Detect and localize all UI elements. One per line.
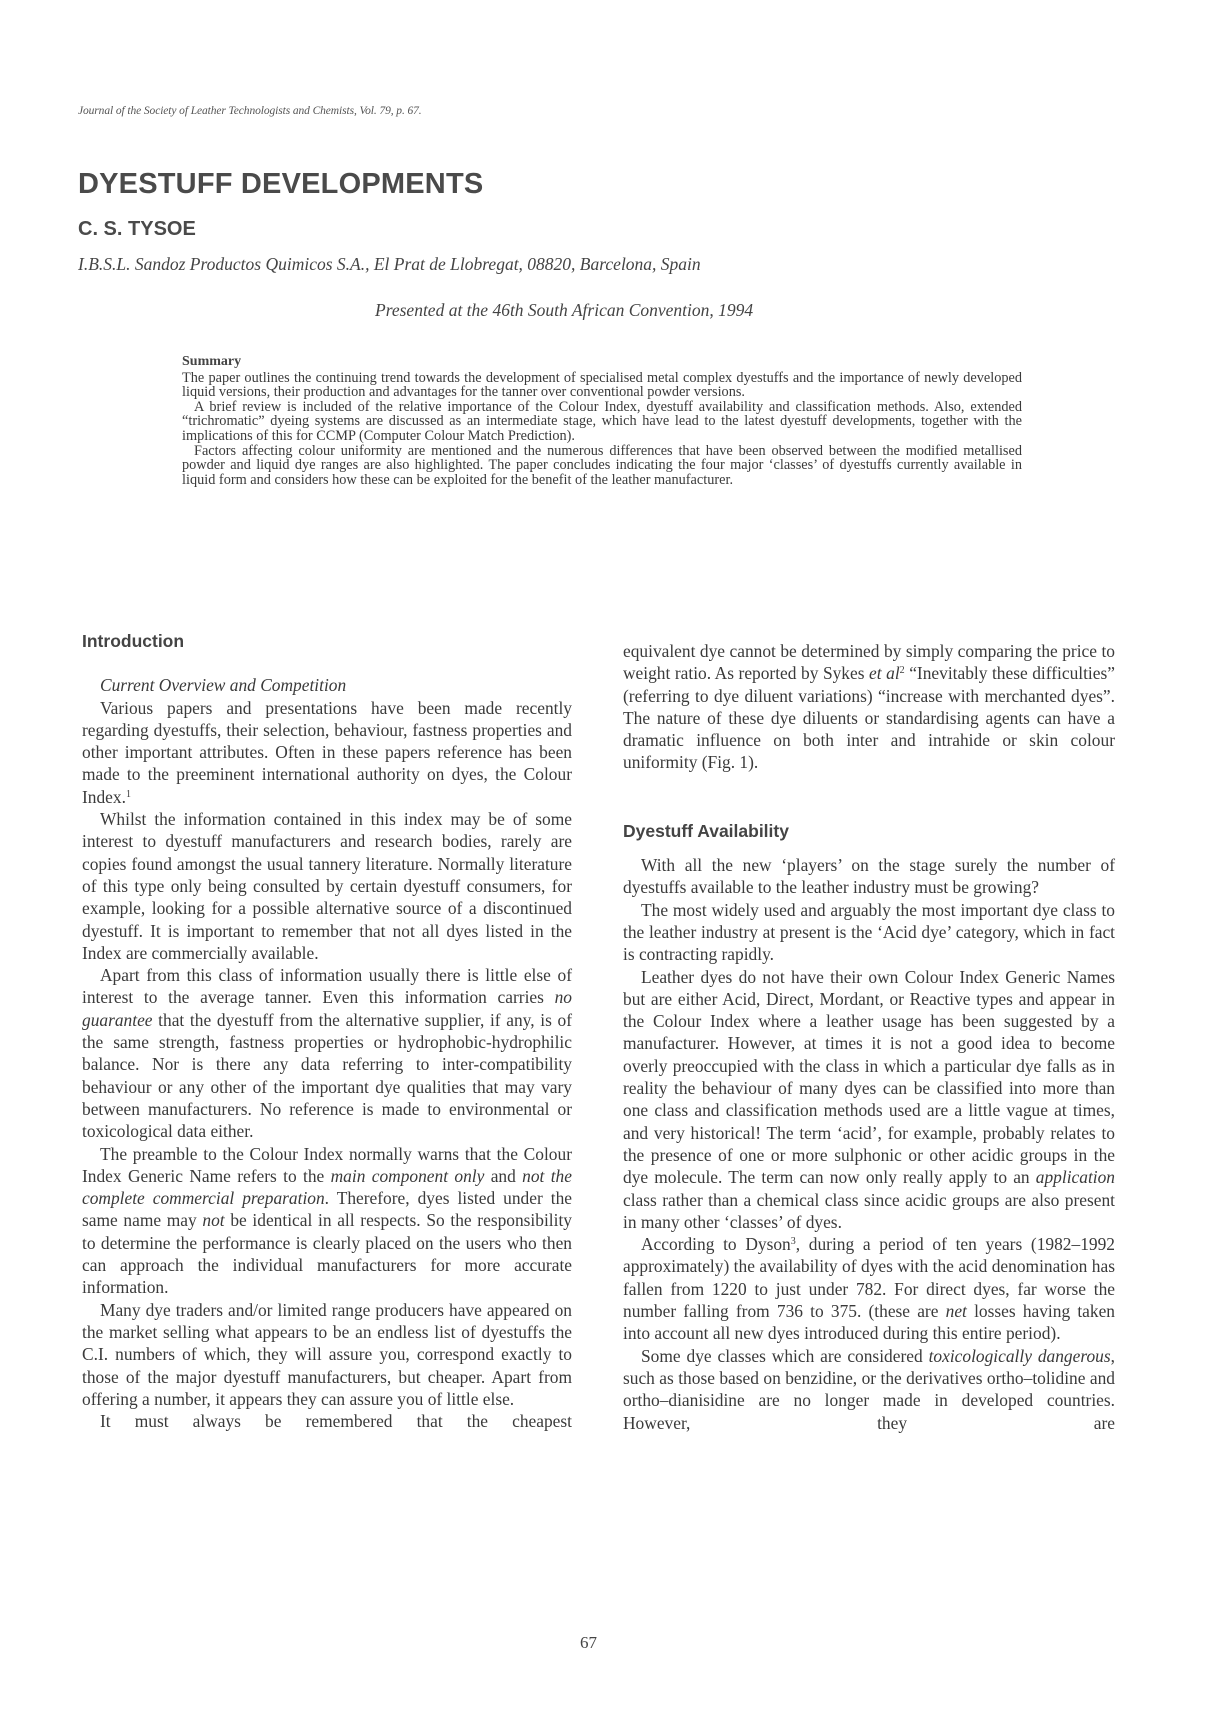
body-paragraph: With all the new ‘players’ on the stage surely the number of dyestuffs available to the leather industry must be growing? [623, 855, 1115, 898]
journal-citation: Journal of the Society of Leather Technologists and Chemists, Vol. 79, p. 67. [78, 105, 422, 117]
article-title: DYESTUFF DEVELOPMENTS [78, 168, 484, 200]
body-paragraph: It must always be remembered that the cheapest [100, 1411, 572, 1432]
reference-marker: 1 [125, 788, 131, 800]
article-author: C. S. TYSOE [78, 218, 196, 240]
right-column [623, 640, 1115, 1434]
body-paragraph: According to Dyson$^3$, during a period of ten years (1982–1992 approximately) the availability of dyes with the acid denomination has fallen from 1220 to just under 782. For direct dyes, far worse the number falling from 736 to 375. (these are net losses having taken into account all new dyes introduced during this entire period). [623, 1234, 1115, 1344]
body-paragraph: Some dye classes which are considered toxicologically dangerous, such as those based on benzidine, or the derivatives ortho–tolidine and ortho–dianisidine are no longer made in developed countries. However, they are [623, 1345, 1115, 1433]
reference-marker: 3 [790, 1236, 796, 1248]
body-paragraph: Whilst the information contained in this index may be of some interest to dyestuff manufacturers and research bodies, rarely are copies found amongst the usual tannery literature. Normally literature of this type only being consulted by certain dyestuff consumers, for example, looking for a possible alternative source of a discontinued dyestuff. It is important to remember that not all dyes listed in the Index are commercially available. [82, 809, 572, 963]
summary-section [182, 355, 1022, 487]
subsection-heading: Current Overview and Competition [100, 675, 347, 696]
summary-paragraph: Factors affecting colour uniformity are mentioned and the numerous differences that have been observed between the modified metallised powder and liquid dye ranges are also highlighted. The paper concludes indicating the four major ‘classes’ of dyestuffs currently available in liquid form and considers how these can be exploited for the benefit of the leather manufacturer. [182, 442, 1022, 488]
presented-note: Presented at the 46th South African Convention, 1994 [375, 300, 754, 320]
body-paragraph: The preamble to the Colour Index normally warns that the Colour Index Generic Name refers to the main component only and not the complete commercial preparation. Therefore, dyes listed under the same name may not be identical in all respects. So the responsibility to determine the performance is clearly placed on the users who then can approach the individual manufacturers for more accurate information. [82, 1143, 573, 1298]
reference-marker: 2 [899, 665, 905, 677]
introduction-heading: Introduction [82, 631, 185, 651]
body-paragraph: The most widely used and arguably the most important dye class to the leather industry at present is the ‘Acid dye’ category, which in fact is contracting rapidly. [623, 899, 1115, 965]
availability-heading: Dyestuff Availability [623, 820, 789, 841]
summary-heading: Summary [182, 354, 242, 369]
page-number: 67 [580, 1633, 597, 1652]
body-paragraph: Various papers and presentations have been made recently regarding dyestuffs, their selection, behaviour, fastness properties and other important attributes. Often in these papers reference has been made to the preeminent international authority on dyes, the Colour Index.$^1$ [82, 697, 572, 807]
author-affiliation: I.B.S.L. Sandoz Productos Quimicos S.A., El Prat de Llobregat, 08820, Barcelona, Spain [78, 254, 701, 274]
summary-paragraph: A brief review is included of the relative importance of the Colour Index, dyestuff availability and classification methods. Also, extended “trichromatic” dyeing systems are discussed as an intermediate stage, which have lead to the latest dyestuff developments, together with the implications of this for CCMP (Computer Colour Match Prediction). [182, 398, 1022, 444]
left-column [82, 630, 572, 1432]
body-paragraph: Leather dyes do not have their own Colour Index Generic Names but are either Acid, Direct, Mordant, or Reactive types and appear in the Colour Index where a leather usage has been suggested by a manufacturer. However, at times it is not a good idea to become overly preoccupied with the class in which a particular dye falls as in reality the behaviour of many dyes can be classified into more than one class and classification methods used are a little vague at times, and very historical! The term ‘acid’, for example, probably relates to the presence of one or more sulphonic or other acidic groups in the dye molecule. The term can now only really apply to an application class rather than a chemical class since acidic groups are also present in many other ‘classes’ of dyes. [623, 966, 1115, 1232]
body-paragraph: equivalent dye cannot be determined by simply comparing the price to weight ratio. As reported by Sykes et $al^2$ “Inevitably these difficulties” (referring to dye diluent variations) “increase with merchanted dyes”. The nature of these dye diluents or standardising agents can have a dramatic influence on both inter and intrahide or skin colour uniformity (Fig. 1). [623, 641, 1115, 773]
summary-paragraph: The paper outlines the continuing trend towards the development of specialised metal complex dyestuffs and the importance of newly developed liquid versions, their production and advantages for the tanner over conventional powder versions. [182, 369, 1022, 401]
body-paragraph: Many dye traders and/or limited range producers have appeared on the market selling what appears to be an endless list of dyestuffs the C.I. numbers of which, they will assure you, correspond exactly to those of the major dyestuff manufacturers, but cheaper. Apart from offering a number, it appears they can assure you of little else. [82, 1299, 572, 1409]
body-paragraph: Apart from this class of information usually there is little else of interest to the average tanner. Even this information carries no guarantee that the dyestuff from the alternative supplier, if any, is of the same strength, fastness properties or hydrophobic-hydrophilic balance. Nor is there any data referring to inter-compatibility behaviour or any other of the important dye qualities that may vary between manufacturers. No reference is made to environmental or toxicological data either. [82, 965, 572, 1142]
